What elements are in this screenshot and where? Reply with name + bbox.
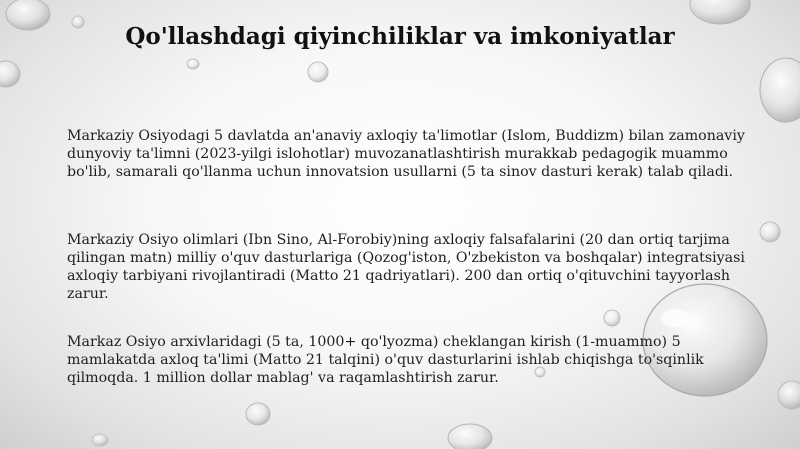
paragraph-challenges: Markaziy Osiyodagi 5 davlatda an'anaviy axloqiy ta'limotlar (Islom, Buddizm) bilan zamonaviy dunyoviy ta'limni (2023-yilgi islohotlar) muvozanatlashtirish murakkab pedagogik muammo bo'lib, samarali qo'llanma uchun innovatsion usullarni (5 ta sinov dasturi kerak) talab qiladi.	[67, 128, 745, 180]
paragraph-archives: Markaz Osiyo arxivlaridagi (5 ta, 1000+ qo'lyozma) cheklangan kirish (1-muammo) 5 mamlakatda axloq ta'limi (Matto 21 talqini) o'quv dasturlarini ishlab chiqishga to'sqinlik qilmoqda. 1 million dollar mablag' va raqamlashtirish zarur.	[67, 334, 704, 386]
slide-title: Qo'llashdagi qiyinchiliklar va imkoniyatlar	[125, 23, 675, 50]
paragraph-integration: Markaziy Osiyo olimlari (Ibn Sino, Al-Forobiy)ning axloqiy falsafalarini (20 dan ortiq tarjima qilingan matn) milliy o'quv dasturlariga (Qozog'iston, O'zbekiston va boshqalar) integratsiyasi axloqiy tarbiyani rivojlantiradi (Matto 21 qadriyatlari). 200 dan ortiq o'qituvchini tayyorlash zarur.	[67, 232, 745, 302]
